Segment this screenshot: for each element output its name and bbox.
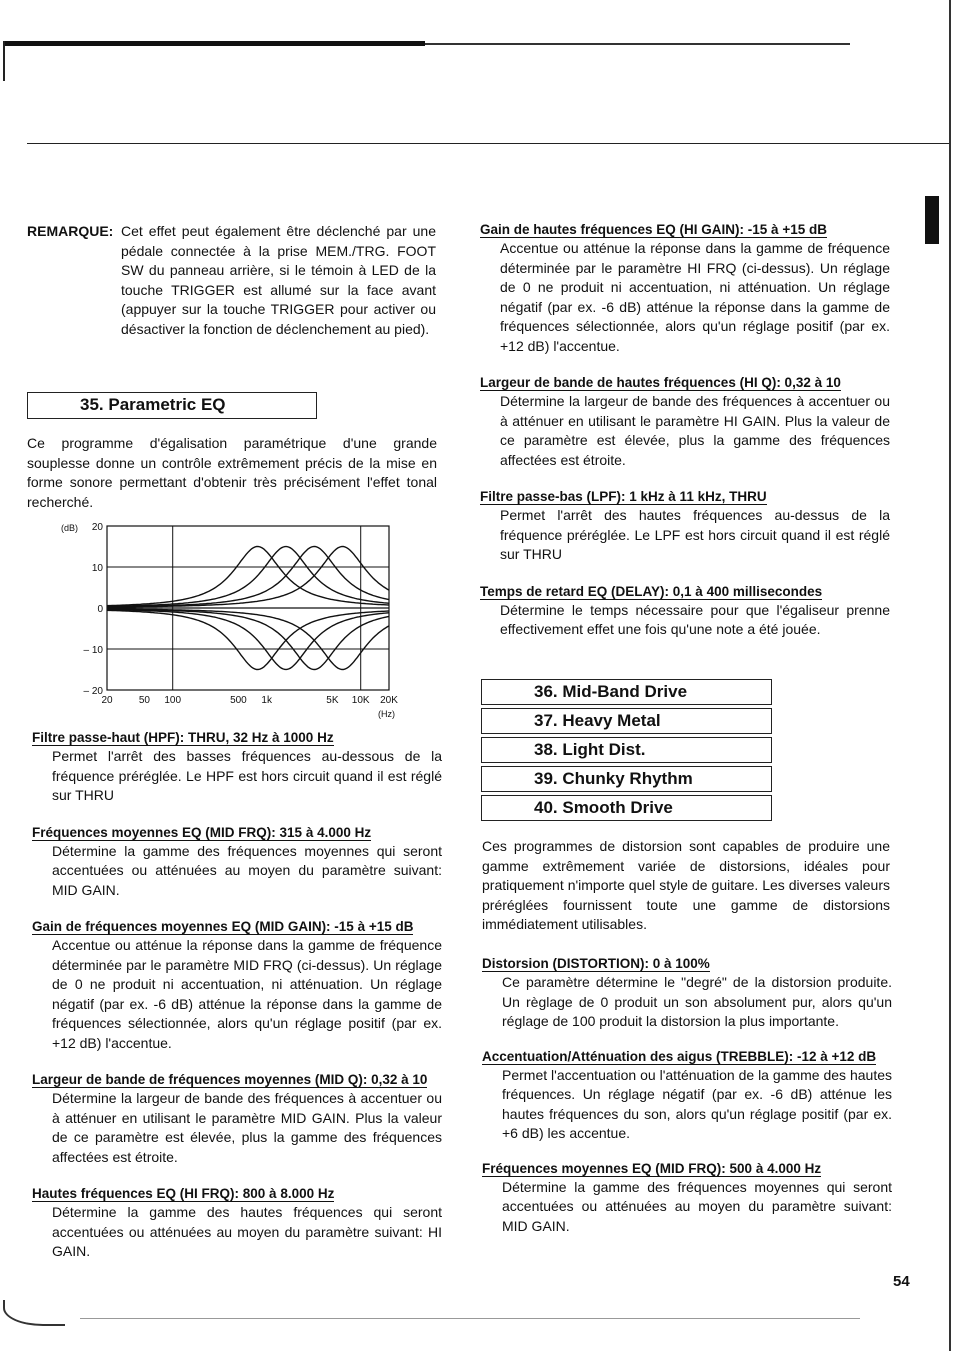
parameter-title <box>482 955 892 973</box>
chart-x-unit: (Hz) <box>378 709 395 719</box>
parameter-block <box>482 955 892 1032</box>
parameter-description: Accentue ou atténue la réponse dans la gamme de fréquence déterminée par le paramètre MID FRQ (ci-dessus). Un réglage de 0 ne produit ni accentuation, ni atténuation. Un réglage négatif (par ex. -6 dB) atténue la réponse dans la gamme de fréquences sélectionnée, alors qu'un réglage positif (par ex. +12 dB) l'accentue. <box>52 937 442 1051</box>
eq-response-chart <box>27 518 417 720</box>
parameter-description: Détermine la largeur de bande des fréquences à accentuer ou à atténuer en utilisant le paramètre HI GAIN. Plus la valeur de ce paramètre est élevée, plus la gamme des fréquences affectées est étroite. <box>500 393 890 468</box>
distortion-program-title: 38. Light Dist. <box>481 737 772 763</box>
x-tick-label: 500 <box>230 695 247 706</box>
parameter-title-text: Filtre passe-bas (LPF): 1 kHz à 11 kHz, THRU <box>480 489 767 504</box>
x-tick-label: 5K <box>326 695 339 706</box>
parameter-description: Détermine le temps nécessaire pour que l'égaliseur prenne effectivement effet une fois qu'une note a été jouée. <box>500 601 890 637</box>
footer-rule <box>80 1318 860 1319</box>
parameter-description: Ce paramètre détermine le "degré" de la distorsion produite. Un règlage de 0 produit un son absolument pur, alors qu'un réglage de 100 produit la distorsion la plus importante. <box>502 974 892 1029</box>
parameter-block <box>482 1160 892 1237</box>
x-tick-label: 1k <box>261 695 272 706</box>
header-bar <box>5 41 425 46</box>
parameter-title <box>32 1071 442 1089</box>
section-35-title-box <box>27 392 317 419</box>
distortion-intro: Ces programmes de distorsion sont capables de produire une gamme extrêmement variée de distorsions, idéales pour pratiquement n'importe quel style de guitare. Les diverses valeurs préréglées fournissent toute une gamme de distorsions immédiatement utilisables. <box>482 838 890 932</box>
parameter-title-text: Largeur de bande de hautes fréquences (HI Q): 0,32 à 10 <box>480 375 841 390</box>
parameter-title-text: Filtre passe-haut (HPF): THRU, 32 Hz à 1000 Hz <box>32 730 334 745</box>
parameter-title-text: Fréquences moyennes EQ (MID FRQ): 315 à 4.000 Hz <box>32 824 372 840</box>
parameter-title <box>480 488 890 506</box>
parameter-title-text: Gain de hautes fréquences EQ (HI GAIN): -15 à +15 dB <box>480 222 827 237</box>
y-tick-label: 10 <box>91 563 103 574</box>
left-parameter-list <box>32 729 442 1280</box>
page-edge-right <box>949 0 951 1351</box>
parameter-description: Accentue ou atténue la réponse dans la gamme de fréquence déterminée par le paramètre HI FRQ (ci-dessus). Un réglage de 0 ne produit ni accentuation, ni atténuation. Un réglage négatif (par ex. -6 dB) atténue la réponse dans la gamme de fréquences sélectionnée, alors qu'un réglage positif (par ex. +12 dB) l'accentue. <box>500 240 890 354</box>
header-rule <box>27 143 949 144</box>
parameter-block <box>482 1048 892 1144</box>
parameter-title <box>482 1160 892 1178</box>
header-bar-thin <box>425 43 850 45</box>
remarque-text: Cet effet peut également être déclenché par une pédale connectée à la prise MEM./TRG. FOOT SW du panneau arrière, si le témoin à LED de la touche TRIGGER est allumé sur la face avant (appuyer sur la touche TRIGGER pour activer ou désactiver la fonction de déclenchement au pied). <box>121 223 436 337</box>
x-tick-label: 20 <box>101 695 113 706</box>
right-parameter-list <box>480 221 890 658</box>
parameter-block <box>32 1071 442 1167</box>
chart-y-unit: (dB) <box>61 523 79 533</box>
x-tick-label: 100 <box>164 695 182 706</box>
parameter-title-text: Largeur de bande de fréquences moyennes (MID Q): 0,32 à 10 <box>32 1072 428 1087</box>
page-corner-curl <box>3 1300 65 1326</box>
remarque-note <box>27 222 440 339</box>
y-tick-label: – 20 <box>83 686 103 697</box>
eq-curve <box>107 547 389 607</box>
x-tick-label: 50 <box>138 695 150 706</box>
parameter-block <box>480 488 890 565</box>
y-tick-label: 0 <box>97 604 103 615</box>
section-35-title: 35. Parametric EQ <box>80 395 226 414</box>
distortion-parameter-list <box>482 955 892 1252</box>
parameter-description: Permet l'accentuation ou l'atténuation de la gamme des hautes fréquences. Un réglage négatif (par ex. -6 dB) atténue les hautes fréquences du son, alors qu'un réglage positif (par ex. +6 dB) les accentue. <box>502 1066 892 1141</box>
parameter-title <box>480 374 890 392</box>
eq-curve <box>107 609 389 669</box>
page-number: 54 <box>893 1273 910 1290</box>
parameter-description: Détermine la largeur de bande des fréquences à accentuer ou à atténuer en utilisant le paramètre MID GAIN. Plus la valeur de ce paramètre est élevée, plus la gamme des fréquences affectées est étroite. <box>52 1090 442 1165</box>
parameter-description: Permet l'arrêt des hautes fréquences au-dessus de la fréquence préréglée. Le LPF est hors circuit quand il est réglé sur THRU <box>500 507 890 562</box>
parameter-title-text: Fréquences moyennes EQ (MID FRQ): 500 à 4.000 Hz <box>482 1160 822 1176</box>
chart-y-tick-labels <box>84 522 104 697</box>
page-edge-mark <box>3 41 5 81</box>
parameter-block <box>32 824 442 901</box>
distortion-title-boxes <box>481 679 772 824</box>
parameter-block <box>480 221 890 356</box>
parameter-title <box>482 1048 892 1066</box>
parameter-title <box>32 824 442 842</box>
x-tick-label: 20K <box>380 695 398 706</box>
y-tick-label: – 10 <box>83 645 103 656</box>
parameter-description: Détermine la gamme des hautes fréquences qui seront accentuées ou atténuées au moyen du paramètre suivant: HI GAIN. <box>52 1204 442 1259</box>
parameter-title <box>480 583 890 601</box>
distortion-program-title: 40. Smooth Drive <box>481 795 772 821</box>
parameter-description: Permet l'arrêt des basses fréquences au-dessous de la fréquence préréglée. Le HPF est hors circuit quand il est réglé sur THRU <box>52 748 442 803</box>
thumb-index-mark <box>925 196 939 244</box>
section-35-intro: Ce programme d'égalisation paramétrique d'une grande souplesse donne un contrôle extrêmement précis de la mise en forme sonore permettant d'obtenir très précisément l'effet tonal recherché. <box>27 435 437 510</box>
parameter-block <box>32 1185 442 1262</box>
parameter-title-text: Hautes fréquences EQ (HI FRQ): 800 à 8.000 Hz <box>32 1186 335 1201</box>
parameter-description: Détermine la gamme des fréquences moyennes qui seront accentuées ou atténuées au moyen du paramètre suivant: MID GAIN. <box>502 1178 892 1234</box>
parameter-title-text: Gain de fréquences moyennes EQ (MID GAIN): -15 à +15 dB <box>32 919 414 934</box>
parameter-title-text: Distorsion (DISTORTION): 0 à 100% <box>482 956 710 971</box>
parameter-block <box>32 918 442 1053</box>
parameter-title <box>32 729 442 747</box>
parameter-description: Détermine la gamme des fréquences moyennes qui seront accentuées ou atténuées au moyen du paramètre suivant: MID GAIN. <box>52 842 442 898</box>
chart-grid <box>107 526 389 690</box>
y-tick-label: 20 <box>91 522 103 533</box>
parameter-block <box>32 729 442 806</box>
parameter-title <box>480 221 890 239</box>
chart-x-tick-labels <box>101 695 398 706</box>
parameter-title-text: Temps de retard EQ (DELAY): 0,1 à 400 millisecondes <box>480 583 823 599</box>
distortion-program-title: 37. Heavy Metal <box>481 708 772 734</box>
remarque-label: REMARQUE: <box>27 223 114 239</box>
distortion-program-title: 36. Mid-Band Drive <box>481 679 772 705</box>
x-tick-label: 10K <box>351 695 370 706</box>
parameter-title-text: Accentuation/Atténuation des aigus (TREBBLE): -12 à +12 dB <box>482 1048 877 1064</box>
parameter-title <box>32 1185 442 1203</box>
parameter-block <box>480 374 890 470</box>
distortion-program-title: 39. Chunky Rhythm <box>481 766 772 792</box>
parameter-title <box>32 918 442 936</box>
parameter-block <box>480 583 890 640</box>
